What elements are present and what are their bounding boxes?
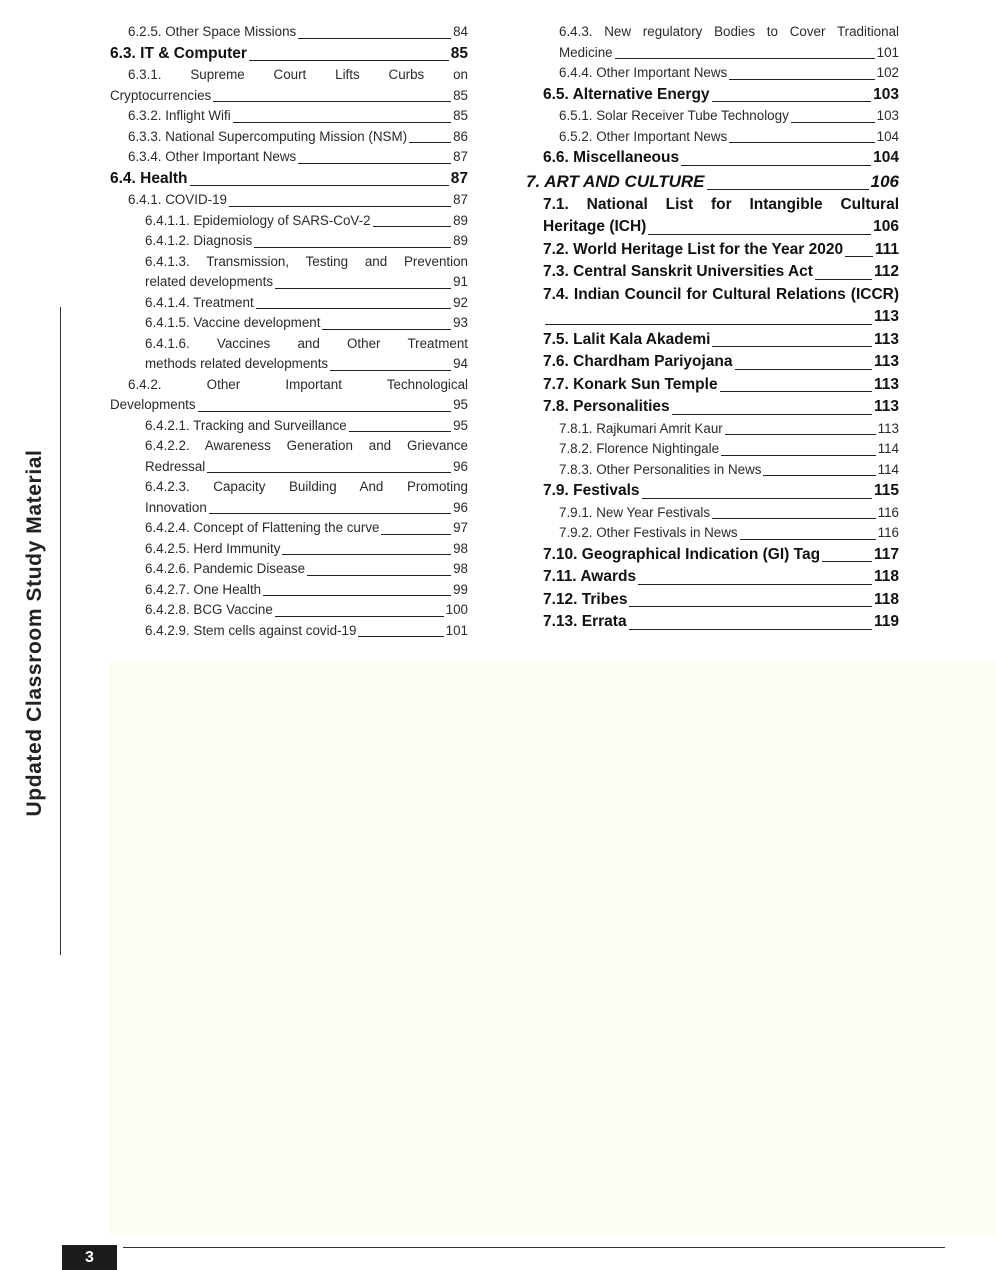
toc-leader-line [322,329,451,330]
toc-entry-row [145,539,468,560]
toc-page-number: 96 [453,458,468,474]
toc-entry-title: 7.8.3. Other Personalities in News [559,461,762,477]
toc-entry-row [543,147,899,170]
toc-entry-title: 6.4. Health [110,169,188,187]
toc-page-number: 86 [453,128,468,144]
toc-entry[interactable] [110,477,468,518]
toc-entry-row [145,518,468,539]
side-title-text: Updated Classroom Study Material [23,449,46,817]
toc-leader-line [720,391,872,392]
toc-entry[interactable] [110,252,468,293]
toc-leader-line [213,101,451,102]
toc-leader-line [409,142,451,143]
toc-page-number: 115 [873,482,899,499]
toc-leader-line [275,616,444,617]
toc-entry-row [128,190,468,211]
toc-entry[interactable] [110,559,468,580]
toc-page-number: 91 [453,274,468,289]
page-number: 3 [85,1248,94,1266]
toc-entry-title: 6.5. Alternative Energy [543,85,710,103]
toc-entry-row [559,43,899,64]
toc-entry[interactable] [526,63,899,84]
toc-entry-row [145,580,468,601]
toc-entry-title: 6.4.2.4. Concept of Flattening the curve [145,520,380,535]
toc-entry-title: 6.4.1.4. Treatment [145,294,254,310]
cream-background-panel [110,660,996,1235]
toc-leader-line [249,60,449,61]
toc-entry[interactable] [526,106,899,127]
toc-entry-row [543,306,899,329]
toc-entry-title: 6.4.1.2. Diagnosis [145,233,253,248]
toc-entry-title-line2: methods related developments [145,356,329,371]
toc-entry[interactable] [110,334,468,375]
toc-entry[interactable] [526,127,899,148]
toc-page-number: 97 [453,520,468,535]
toc-right-column [526,22,899,634]
toc-page-number: 113 [873,330,899,348]
toc-leader-line [725,434,876,435]
toc-entry-title: 6.4.2.1. Tracking and Surveillance [145,417,347,433]
toc-entry[interactable] [526,22,899,63]
toc-entry-title: 7.5. Lalit Kala Akademi [543,330,711,348]
toc-entry[interactable] [110,375,468,416]
toc-entry-row [543,239,899,262]
toc-entry-title: 7.8.2. Florence Nightingale [559,441,720,456]
toc-entry-title: 6.3.2. Inflight Wifi [128,108,231,123]
toc-leader-line [207,472,451,473]
toc-left-column [110,22,468,641]
toc-entry-row [543,329,899,352]
toc-entry[interactable] [526,239,899,262]
toc-page-number: 101 [445,622,468,638]
toc-entry[interactable] [526,523,899,544]
toc-page-number: 103 [876,108,899,123]
toc-page-number: 114 [877,461,899,477]
toc-entry-row [110,43,468,66]
toc-entry-row [110,86,468,107]
toc-entry-title: 7.13. Errata [543,613,627,630]
toc-leader-line [349,431,451,432]
toc-entry-row [559,460,899,481]
toc-entry-title: 6.4.2.5. Herd Immunity [145,540,281,556]
toc-entry[interactable] [110,518,468,539]
toc-leader-line [845,256,873,257]
toc-entry-row [543,480,899,503]
toc-entry-row [145,313,468,334]
toc-entry-title-line1: 7.1. National List for Intangible Cultural [543,195,899,213]
toc-entry[interactable] [110,313,468,334]
toc-entry-row [145,621,468,642]
toc-entry-title-line2: Developments [110,397,196,412]
toc-entry-row [543,589,899,612]
toc-page-number: 85 [450,44,468,62]
toc-entry-row [110,395,468,416]
toc-entry[interactable] [526,439,899,460]
toc-leader-line [229,206,451,207]
toc-entry-title: 6.3.3. National Supercomputing Mission (NSM) [128,128,408,144]
toc-entry[interactable] [526,329,899,352]
toc-entry-row [559,127,899,148]
toc-entry-row [543,566,899,589]
toc-entry[interactable] [526,566,899,589]
toc-leader-line [190,185,449,186]
toc-entry[interactable] [526,544,899,567]
toc-page-number: 119 [873,613,899,630]
toc-entry-row [559,63,899,84]
page-number-box [62,1245,117,1270]
toc-entry-title-line2: Innovation [145,499,207,515]
toc-leader-line [707,189,869,190]
toc-entry-row [145,600,468,621]
toc-leader-line [681,165,871,166]
toc-entry-title: 7.12. Tribes [543,590,628,608]
toc-leader-line [256,308,451,309]
toc-entry-row [128,127,468,148]
toc-page-number: 101 [876,44,899,60]
toc-entry[interactable] [110,190,468,211]
toc-leader-line [648,234,871,235]
toc-entry-row [128,22,468,43]
toc-page-number: 92 [453,294,468,310]
toc-entry-title-line1: 6.4.2.3. Capacity Building And Promoting [145,479,468,494]
toc-entry-row [559,106,899,127]
toc-leader-line [735,369,872,370]
toc-page-number: 116 [877,525,899,540]
toc-entry[interactable] [110,580,468,601]
toc-leader-line [642,498,872,499]
toc-entry-row [128,106,468,127]
toc-entry-row [543,611,899,634]
footer-rule [123,1247,945,1248]
toc-page-number: 116 [877,504,899,520]
toc-entry-row [543,374,899,397]
toc-leader-line [791,122,875,123]
toc-leader-line [729,79,874,80]
toc-entry-title: 7.7. Konark Sun Temple [543,375,718,393]
toc-leader-line [672,414,872,415]
toc-page-number: 95 [453,397,468,412]
toc-entry-title: 6.3. IT & Computer [110,44,247,62]
toc-entry[interactable] [110,65,468,106]
toc-leader-line [629,629,872,630]
toc-entry-title-line1: 6.4.2.2. Awareness Generation and Grievance [145,438,468,453]
toc-entry-title: 7.9.1. New Year Festivals [559,504,711,520]
toc-page-number: 85 [453,87,468,103]
toc-entry-row [559,419,899,440]
toc-page-number: 89 [453,233,468,248]
toc-entry-title: 6.4.2.7. One Health [145,581,262,597]
toc-leader-line [263,595,451,596]
toc-entry-row [145,272,468,293]
toc-page-number: 95 [453,417,468,433]
toc-leader-line [275,288,451,289]
toc-page-number: 98 [453,561,468,576]
toc-entry-title: 7. ART AND CULTURE [526,171,705,191]
toc-leader-line [373,226,452,227]
toc-page-number: 117 [873,545,899,563]
toc-entry[interactable] [526,419,899,440]
toc-entry[interactable] [110,293,468,314]
toc-entry-title: 6.5.1. Solar Receiver Tube Technology [559,108,789,123]
toc-entry-title: 7.6. Chardham Pariyojana [543,353,733,370]
toc-entry[interactable] [526,611,899,634]
toc-entry-row [559,523,899,544]
toc-leader-line [358,636,443,637]
toc-entry-title-line1: 6.4.1.3. Transmission, Testing and Prevention [145,253,468,269]
toc-entry[interactable] [110,416,468,437]
toc-entry-title: 6.6. Miscellaneous [543,149,680,166]
toc-entry-row [128,147,468,168]
toc-entry-row [145,354,468,375]
toc-leader-line [381,534,451,535]
toc-entry-title-line2: Medicine [559,44,613,60]
toc-leader-line [298,163,451,164]
toc-leader-line [740,539,876,540]
toc-entry-row [543,261,899,284]
toc-entry-title: 6.4.2.8. BCG Vaccine [145,602,273,617]
toc-entry-row [543,396,899,419]
toc-leader-line [615,58,875,59]
toc-entry-row [145,231,468,252]
toc-page-number: 100 [445,602,468,617]
toc-page-number: 102 [876,65,899,80]
toc-page-number: 112 [873,263,899,280]
toc-page-number: 87 [453,192,468,207]
toc-leader-line [254,247,451,248]
toc-page-number: 118 [873,568,899,585]
toc-entry-title-line1: 6.3.1. Supreme Court Lifts Curbs on [128,67,468,82]
toc-entry-title-line1: 6.4.2. Other Important Technological [128,376,468,392]
toc-entry[interactable] [110,22,468,43]
toc-entry[interactable] [110,127,468,148]
toc-entry[interactable] [110,147,468,168]
toc-entry[interactable] [110,600,468,621]
toc-leader-line [198,411,451,412]
toc-leader-line [712,101,872,102]
toc-leader-line [330,370,451,371]
toc-entry[interactable] [526,84,899,107]
toc-entry-title-line2: related developments [145,274,274,289]
toc-entry[interactable] [526,374,899,397]
toc-entry-row [110,168,468,191]
toc-entry-row [543,216,899,239]
toc-page-number: 113 [873,353,899,370]
toc-entry-title: 7.8. Personalities [543,398,670,415]
toc-page-number: 94 [453,356,468,371]
toc-entry-title-line2: Heritage (ICH) [543,218,647,235]
toc-page-number: 111 [874,240,899,258]
toc-entry-title: 6.4.4. Other Important News [559,65,728,80]
toc-entry[interactable] [526,351,899,374]
toc-leader-line [721,455,876,456]
toc-leader-line [638,584,872,585]
toc-entry-title: 6.4.2.9. Stem cells against covid-19 [145,622,357,638]
toc-entry[interactable] [526,284,899,329]
toc-entry[interactable] [110,211,468,232]
toc-leader-line [233,122,451,123]
toc-leader-line [307,575,451,576]
toc-entry[interactable] [110,621,468,642]
toc-page-number: 84 [453,24,468,39]
toc-entry-title-line1: 6.4.3. New regulatory Bodies to Cover Traditional [559,24,899,39]
toc-entry-row [145,457,468,478]
toc-entry-row [543,84,899,107]
toc-page-number: 104 [873,149,899,166]
toc-entry-title: 7.9.2. Other Festivals in News [559,525,738,540]
side-divider-line [60,307,61,955]
toc-page-number: 106 [870,171,899,191]
toc-entry[interactable] [526,460,899,481]
toc-entry-title: 6.4.1.1. Epidemiology of SARS-CoV-2 [145,212,371,228]
toc-entry-title: 7.8.1. Rajkumari Amrit Kaur [559,420,723,436]
toc-page-number: 113 [877,420,899,436]
toc-page-number: 113 [873,308,899,325]
toc-leader-line [209,513,451,514]
toc-page-number: 106 [873,218,899,235]
toc-entry[interactable] [526,503,899,524]
toc-entry-title: 7.11. Awards [543,568,637,585]
toc-entry[interactable] [110,43,468,66]
toc-entry-title-line2: Cryptocurrencies [110,87,212,103]
toc-page-number: 93 [453,315,468,330]
toc-entry[interactable] [110,168,468,191]
toc-page-number: 118 [873,590,899,608]
toc-entry-row [526,170,899,194]
toc-entry[interactable] [110,231,468,252]
toc-leader-line [729,142,874,143]
toc-page-number: 104 [876,128,899,144]
toc-leader-line [815,279,872,280]
toc-entry[interactable] [526,480,899,503]
toc-leader-line [545,324,872,325]
toc-entry-title: 7.10. Geographical Indication (GI) Tag [543,545,821,563]
toc-leader-line [629,606,872,607]
toc-page-number: 98 [453,540,468,556]
toc-page-number: 87 [453,149,468,164]
toc-entry[interactable] [526,147,899,170]
toc-page-number: 85 [453,108,468,123]
toc-entry-row [145,293,468,314]
toc-entry-title: 7.2. World Heritage List for the Year 2020 [543,240,844,258]
toc-page-number: 113 [873,398,899,415]
toc-entry-title: 6.2.5. Other Space Missions [128,24,297,39]
toc-entry-row [543,544,899,567]
toc-entry-title: 7.3. Central Sanskrit Universities Act [543,263,813,280]
toc-entry-title: 6.5.2. Other Important News [559,128,728,144]
toc-leader-line [763,475,875,476]
toc-page-number: 99 [453,581,468,597]
toc-entry[interactable] [110,539,468,560]
toc-entry-title: 6.4.1.5. Vaccine development [145,315,321,330]
toc-leader-line [712,346,872,347]
toc-entry[interactable] [526,194,899,239]
toc-entry[interactable] [526,261,899,284]
toc-entry-row [145,498,468,519]
toc-leader-line [282,554,451,555]
toc-entry-row [543,351,899,374]
toc-entry-title: 7.9. Festivals [543,482,640,499]
toc-entry-title: 6.3.4. Other Important News [128,149,297,164]
toc-entry-title-line2: Redressal [145,458,206,474]
toc-entry-row [145,416,468,437]
toc-entry-row [559,503,899,524]
toc-entry[interactable] [110,436,468,477]
toc-entry-title-line1: 6.4.1.6. Vaccines and Other Treatment [145,335,468,351]
toc-page-number: 96 [453,499,468,515]
toc-page-number: 87 [450,169,468,187]
toc-entry-title-line1: 7.4. Indian Council for Cultural Relations (ICCR) [543,285,899,303]
toc-entry-row [559,439,899,460]
toc-entry[interactable] [110,106,468,127]
toc-leader-line [298,38,451,39]
toc-entry[interactable] [526,589,899,612]
toc-entry[interactable] [526,170,899,194]
toc-page-number: 113 [873,375,899,393]
toc-page-number: 103 [873,85,899,103]
toc-entry-title: 6.4.1. COVID-19 [128,192,227,207]
toc-leader-line [712,518,876,519]
toc-entry[interactable] [526,396,899,419]
toc-leader-line [822,561,872,562]
toc-entry-row [145,559,468,580]
toc-page-number: 114 [877,441,899,456]
toc-entry-title: 6.4.2.6. Pandemic Disease [145,561,306,576]
toc-entry-row [145,211,468,232]
toc-page-number: 89 [453,212,468,228]
